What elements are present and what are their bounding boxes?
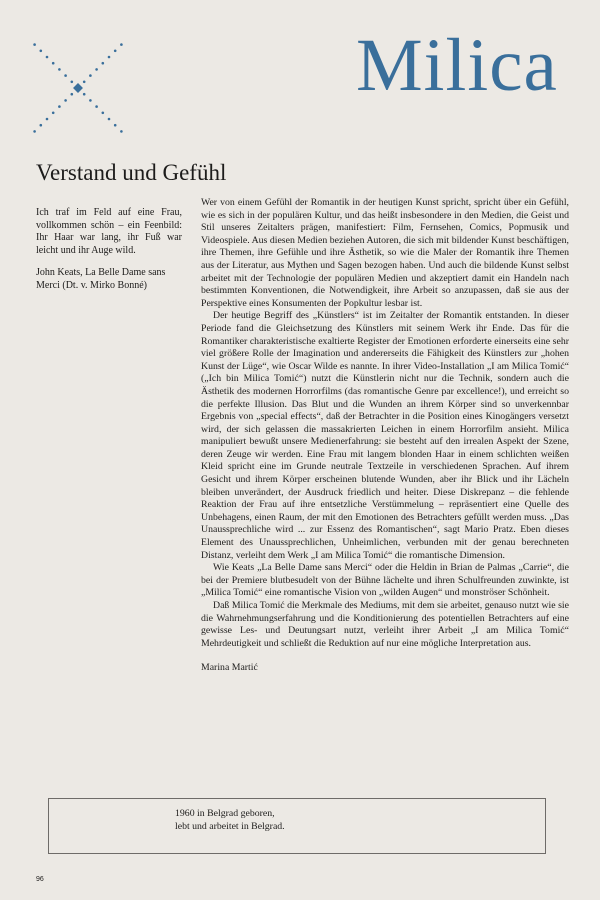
ornament-dot (33, 43, 36, 46)
ornament-dot (71, 93, 74, 96)
ornament-dot (102, 112, 105, 115)
ornament-dot (40, 50, 43, 53)
ornament-dot (64, 99, 67, 102)
epigraph-quote: Ich traf im Feld auf eine Frau, vollkommen schön – ein Feenbild: Ihr Haar war lang, ihr Fuß war leicht und ihr Auge wild. (36, 207, 182, 256)
epigraph (36, 207, 182, 293)
ornament-dot (108, 118, 111, 121)
dotted-cross-icon (28, 38, 128, 138)
article-paragraph: Wie Keats „La Belle Dame sans Merci“ oder die Heldin in Brian de Palmas „Carrie“, die bei der Premiere blutbesudelt von der Bühne lächelte und ihren Schulfreunden zuwinkte, ist „Milica Tomić“ eine romantische Vision von „wilden Augen“ und monströser Schönheit. (201, 562, 569, 599)
bio-line: lebt und arbeitet in Belgrad. (175, 820, 285, 832)
ornament-dot (58, 68, 61, 71)
ornament-dot (120, 130, 123, 133)
article-paragraph: Der heutige Begriff des „Künstlers“ ist im Zeitalter der Romantik entstanden. In dieser Periode fand die Gleichsetzung des Künstlers mit seinem Werk ihr Ende. Das für die Romantiker charakteristische exaltierte Register der Emotionen erforderte einerseits eine sehr viel größere Rolle der Imagination und andererseits die Fähigkeit des Künstlers zur „hohen Kunst der Lüge“, wie Oscar Wilde es nannte. In ihrer Video-Installation „I am Milica Tomić“ („Ich bin Milica Tomić“) nutzt die Künstlerin nicht nur die Technik, sondern auch die Ästhetik des modernen Horrorfilms (das romantische Genre par excellence!), und erreicht so die perfekte Illusion. Das Blut und die Wunden an ihrem Körper sind so unverkennbar Ergebnis von „special effects“, daß der Betrachter in die Position eines Kinogängers versetzt wird, der sich gelassen die massakrierten Leichen in einem Horrorfilm ansieht. Milica manipuliert bewußt unsere Medienerfahrung: sie besteht auf den irrealen Aspekt der Szene, deren Zeuge wir werden. Eine Frau mit langem blonden Haar in einem schlichten weißen Kleid spricht eine im Grunde neutrale Textzeile in verschiedenen Sprachen. Auf ihrem Gesicht und ihrem Körper erscheinen blutende Wunden, aber ihr Blick und ihr Lächeln bleiben unverändert, der Ausdruck friedlich und heiter. Diese Diskrepanz – die fehlende Reaktion der Frau auf ihre entsetzliche Verstümmelung – repräsentiert eine Quelle des Unbehagens, einen Raum, der mit den Emotionen des Betrachters gefüllt werden muss. „Das Unaussprechliche wird ... zur Essenz des Romantischen“, sagt Mario Pratz. Eben dieses Element des Unaussprechlichen, Unheimlichen, verbunden mit der genau berechneten Distanz, verleiht dem Werk „I am Milica Tomić“ die romantische Dimension. (201, 310, 569, 561)
ornament-dot (120, 43, 123, 46)
ornament-dot (58, 105, 61, 108)
bio-text (175, 808, 285, 833)
article-paragraph: Daß Milica Tomić die Merkmale des Mediums, mit dem sie arbeitet, genauso nutzt wie sie die Wahrnehmungserfahrung und die Konditionierung des potentiellen Betrachters auf eine gewisse Les- und Deutungsart nutzt, verleiht ihrer Arbeit „I am Milica Tomić“ Mehrdeutigkeit und schließt die Reduktion auf nur eine mögliche Interpretation aus. (201, 600, 569, 649)
bio-line: 1960 in Belgrad geboren, (175, 808, 275, 819)
ornament-dot (89, 74, 92, 77)
bio-box (48, 798, 546, 854)
ornament-dot (40, 124, 43, 127)
artist-name-title: Milica (356, 24, 558, 107)
ornament-dot (64, 74, 67, 77)
ornament-dot (102, 62, 105, 65)
ornament-dot (52, 112, 55, 115)
ornament-dot (114, 50, 117, 53)
ornament-dot (108, 56, 111, 59)
ornament-dot (46, 56, 49, 59)
section-title: Verstand und Gefühl (36, 160, 227, 185)
ornament-dot (46, 118, 49, 121)
epigraph-source: John Keats, La Belle Dame sans Merci (Dt. v. Mirko Bonné) (36, 267, 166, 291)
ornament-dot (71, 81, 74, 84)
article-paragraph: Wer von einem Gefühl der Romantik in der heutigen Kunst spricht, spricht über ein Gefühl, wie es sich in der populären Kultur, und das heißt insbesondere in den Medien, die Geist und Stil unseres Zeitalters prägen, manifestiert: Film, Fernsehen, Comics, Popmusik und Videospiele. Aus diesen Medien beziehen Autoren, die sich mit bildender Kunst beschäftigen, ihre Themen, ihre Gefühle und ihre Ästhetik, so wie die Maler der Romantik ihre Themen aus der Literatur, aus Mythen und Sagen bezogen haben. Und auch die bildende Kunst selbst arbeitet mit der Technologie der populären Medien und akzeptiert damit ein Handeln nach bestimmten Konventionen, die Notwendigkeit, ihre Arbeit so anzupassen, daß sie aus der Perspektive eines Konsumenten der Popkultur lesbar ist. (201, 197, 569, 309)
ornament-dot (89, 99, 92, 102)
page-number: 96 (36, 876, 44, 883)
ornament-dot (95, 105, 98, 108)
ornament-center (73, 83, 83, 93)
ornament-dot (83, 93, 86, 96)
article-body (201, 197, 569, 675)
article-author: Marina Martić (201, 662, 258, 674)
ornament-dot (114, 124, 117, 127)
ornament-dot (95, 68, 98, 71)
ornament-dot (52, 62, 55, 65)
ornament-dot (33, 130, 36, 133)
ornament-dot (83, 81, 86, 84)
